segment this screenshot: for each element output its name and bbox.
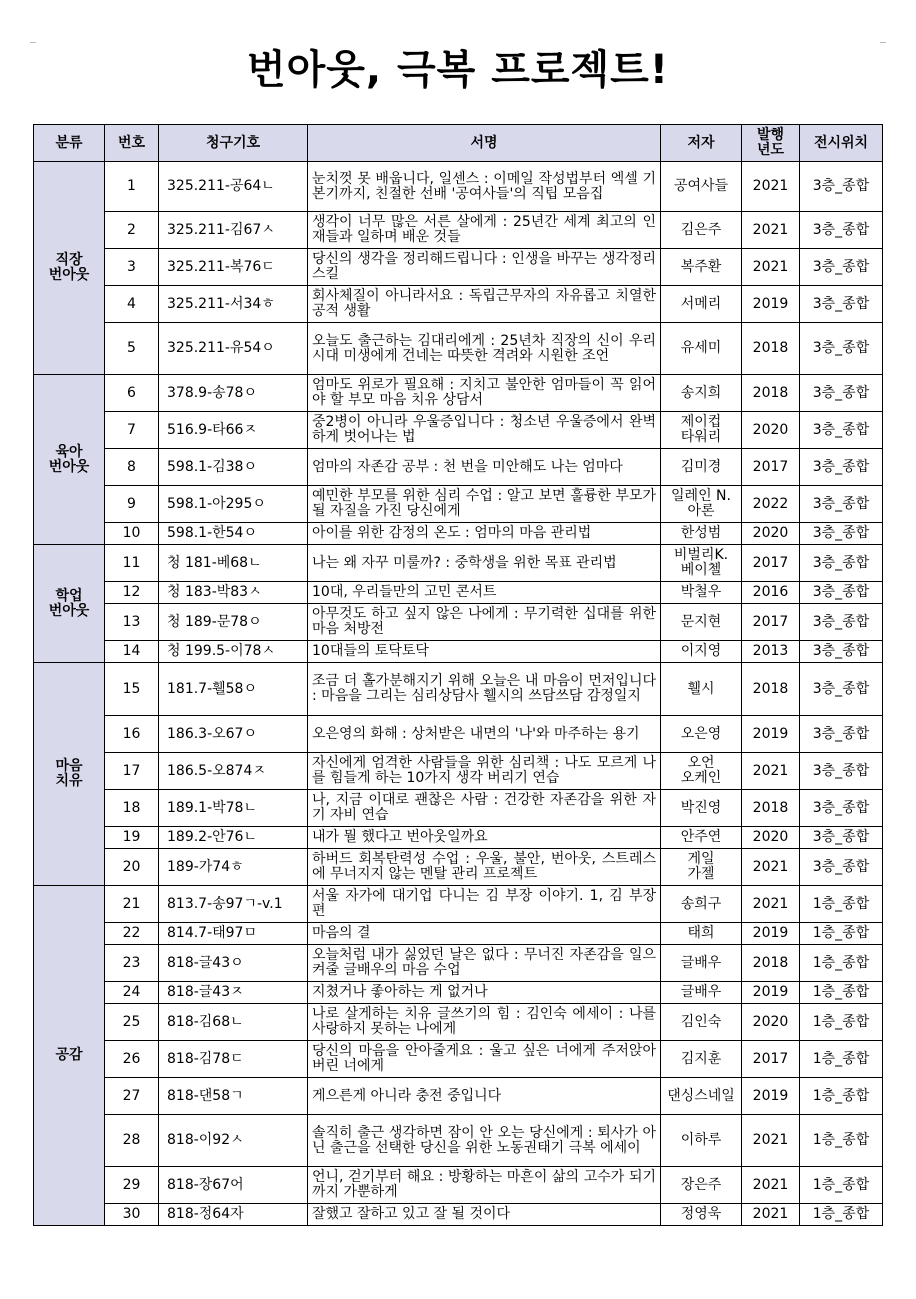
author-cell: 장은주 (661, 1167, 742, 1204)
header-title: 서명 (308, 125, 661, 162)
title-cell: 당신의 마음을 안아줄게요 : 울고 싶은 너에게 주저앉아 버린 너에게 (308, 1041, 661, 1078)
author-cell: 안주연 (661, 827, 742, 849)
number-cell: 17 (105, 753, 159, 790)
call-number-cell: 325.211-유54ㅇ (159, 323, 308, 375)
location-cell: 1층_종합 (800, 945, 883, 982)
title-cell: 회사체질이 아니라서요 : 독립근무자의 자유롭고 치열한 공적 생활 (308, 286, 661, 323)
number-cell: 5 (105, 323, 159, 375)
number-cell: 6 (105, 375, 159, 412)
location-cell: 3층_종합 (800, 375, 883, 412)
location-cell: 3층_종합 (800, 827, 883, 849)
table-row (34, 1167, 883, 1204)
call-number-cell: 818-이92ㅅ (159, 1115, 308, 1167)
author-cell: 송지희 (661, 375, 742, 412)
call-number-cell: 818-장67어 (159, 1167, 308, 1204)
category-cell: 직장 번아웃 (34, 162, 105, 375)
title-cell: 언니, 걷기부터 해요 : 방황하는 마흔이 삶의 고수가 되기까지 가뿐하게 (308, 1167, 661, 1204)
category-cell: 육아 번아웃 (34, 375, 105, 545)
number-cell: 24 (105, 982, 159, 1004)
number-cell: 16 (105, 716, 159, 753)
number-cell: 4 (105, 286, 159, 323)
header-year: 발행 년도 (742, 125, 800, 162)
title-cell: 나로 살게하는 치유 글쓰기의 힘 : 김인숙 에세이 : 나를 사랑하지 못하는 나에게 (308, 1004, 661, 1041)
call-number-cell: 598.1-김38ㅇ (159, 449, 308, 486)
location-cell: 1층_종합 (800, 886, 883, 923)
call-number-cell: 청 199.5-이78ㅅ (159, 641, 308, 663)
call-number-cell: 598.1-한54ㅇ (159, 523, 308, 545)
table-row (34, 162, 883, 212)
year-cell: 2017 (742, 1041, 800, 1078)
call-number-cell: 325.211-복76ㄷ (159, 249, 308, 286)
year-cell: 2020 (742, 1004, 800, 1041)
author-cell: 댄싱스네일 (661, 1078, 742, 1115)
title-cell: 예민한 부모를 위한 심리 수업 : 알고 보면 훌륭한 부모가 될 자질을 가진 당신에게 (308, 486, 661, 523)
table-row (34, 486, 883, 523)
call-number-cell: 598.1-아295ㅇ (159, 486, 308, 523)
title-cell: 지쳤거나 좋아하는 게 없거나 (308, 982, 661, 1004)
author-cell: 송희구 (661, 886, 742, 923)
title-cell: 서울 자가에 대기업 다니는 김 부장 이야기. 1, 김 부장 편 (308, 886, 661, 923)
table-row (34, 641, 883, 663)
table-row (34, 1204, 883, 1226)
call-number-cell: 189.1-박78ㄴ (159, 790, 308, 827)
title-cell: 중2병이 아니라 우울증입니다 : 청소년 우울증에서 완벽하게 벗어나는 법 (308, 412, 661, 449)
title-cell: 나는 왜 자꾸 미룰까? : 중학생을 위한 목표 관리법 (308, 545, 661, 582)
table-row (34, 604, 883, 641)
header-location: 전시위치 (800, 125, 883, 162)
author-cell: 제이컵 타워리 (661, 412, 742, 449)
call-number-cell: 818-김68ㄴ (159, 1004, 308, 1041)
category-cell: 마음 치유 (34, 663, 105, 886)
title-cell: 오은영의 화해 : 상처받은 내면의 '나'와 마주하는 용기 (308, 716, 661, 753)
table-row (34, 753, 883, 790)
year-cell: 2016 (742, 582, 800, 604)
book-list-table (33, 124, 883, 1226)
table-row (34, 827, 883, 849)
year-cell: 2019 (742, 716, 800, 753)
author-cell: 오은영 (661, 716, 742, 753)
number-cell: 22 (105, 923, 159, 945)
category-cell: 학업 번아웃 (34, 545, 105, 663)
year-cell: 2017 (742, 545, 800, 582)
table-row (34, 412, 883, 449)
author-cell: 이지영 (661, 641, 742, 663)
table-row (34, 1004, 883, 1041)
table-row (34, 323, 883, 375)
number-cell: 19 (105, 827, 159, 849)
year-cell: 2021 (742, 1167, 800, 1204)
number-cell: 3 (105, 249, 159, 286)
author-cell: 글배우 (661, 982, 742, 1004)
year-cell: 2021 (742, 162, 800, 212)
location-cell: 3층_종합 (800, 545, 883, 582)
location-cell: 1층_종합 (800, 1041, 883, 1078)
number-cell: 20 (105, 849, 159, 886)
title-cell: 나, 지금 이대로 괜찮은 사람 : 건강한 자존감을 위한 자기 자비 연습 (308, 790, 661, 827)
title-cell: 오늘도 출근하는 김대리에게 : 25년차 직장의 신이 우리 시대 미생에게 건네는 따뜻한 격려와 시원한 조언 (308, 323, 661, 375)
header-number: 번호 (105, 125, 159, 162)
header-call-number: 청구기호 (159, 125, 308, 162)
title-cell: 오늘처럼 내가 싫었던 날은 없다 : 무너진 자존감을 일으켜줄 글배우의 마음 수업 (308, 945, 661, 982)
title-cell: 내가 뭘 했다고 번아웃일까요 (308, 827, 661, 849)
title-cell: 엄마도 위로가 필요해 : 지치고 불안한 엄마들이 꼭 읽어야 할 부모 마음 치유 상담서 (308, 375, 661, 412)
call-number-cell: 516.9-타66ㅈ (159, 412, 308, 449)
author-cell: 박철우 (661, 582, 742, 604)
year-cell: 2017 (742, 449, 800, 486)
year-cell: 2018 (742, 790, 800, 827)
year-cell: 2018 (742, 375, 800, 412)
title-cell: 잘했고 잘하고 있고 잘 될 것이다 (308, 1204, 661, 1226)
call-number-cell: 818-글43ㅈ (159, 982, 308, 1004)
table-row (34, 1115, 883, 1167)
call-number-cell: 325.211-서34ㅎ (159, 286, 308, 323)
location-cell: 1층_종합 (800, 1004, 883, 1041)
author-cell: 휄시 (661, 663, 742, 716)
header-author: 저자 (661, 125, 742, 162)
table-row (34, 375, 883, 412)
author-cell: 박진영 (661, 790, 742, 827)
title-cell: 마음의 결 (308, 923, 661, 945)
author-cell: 공여사들 (661, 162, 742, 212)
title-cell: 10대들의 토닥토닥 (308, 641, 661, 663)
table-row (34, 1078, 883, 1115)
author-cell: 게일 가젤 (661, 849, 742, 886)
call-number-cell: 청 181-베68ㄴ (159, 545, 308, 582)
year-cell: 2021 (742, 886, 800, 923)
table-row (34, 716, 883, 753)
number-cell: 13 (105, 604, 159, 641)
location-cell: 3층_종합 (800, 523, 883, 545)
call-number-cell: 189.2-안76ㄴ (159, 827, 308, 849)
location-cell: 3층_종합 (800, 582, 883, 604)
number-cell: 10 (105, 523, 159, 545)
author-cell: 오언 오케인 (661, 753, 742, 790)
table-row (34, 545, 883, 582)
location-cell: 1층_종합 (800, 1115, 883, 1167)
table-row (34, 449, 883, 486)
title-cell: 게으른게 아니라 충전 중입니다 (308, 1078, 661, 1115)
location-cell: 3층_종합 (800, 641, 883, 663)
table-row (34, 945, 883, 982)
title-cell: 당신의 생각을 정리해드립니다 : 인생을 바꾸는 생각정리스킬 (308, 249, 661, 286)
number-cell: 9 (105, 486, 159, 523)
year-cell: 2019 (742, 923, 800, 945)
location-cell: 3층_종합 (800, 663, 883, 716)
table-row (34, 886, 883, 923)
number-cell: 27 (105, 1078, 159, 1115)
call-number-cell: 378.9-송78ㅇ (159, 375, 308, 412)
title-cell: 10대, 우리들만의 고민 콘서트 (308, 582, 661, 604)
call-number-cell: 813.7-송97ㄱ-v.1 (159, 886, 308, 923)
table-body (34, 162, 883, 1226)
table-row (34, 286, 883, 323)
location-cell: 1층_종합 (800, 1204, 883, 1226)
table-row (34, 1041, 883, 1078)
number-cell: 14 (105, 641, 159, 663)
call-number-cell: 325.211-공64ㄴ (159, 162, 308, 212)
number-cell: 26 (105, 1041, 159, 1078)
year-cell: 2021 (742, 753, 800, 790)
location-cell: 3층_종합 (800, 249, 883, 286)
number-cell: 11 (105, 545, 159, 582)
author-cell: 일레인 N. 아론 (661, 486, 742, 523)
author-cell: 정영욱 (661, 1204, 742, 1226)
number-cell: 23 (105, 945, 159, 982)
year-cell: 2013 (742, 641, 800, 663)
call-number-cell: 186.5-오874ㅈ (159, 753, 308, 790)
author-cell: 비벌리K. 베이첼 (661, 545, 742, 582)
title-cell: 아이를 위한 감정의 온도 : 엄마의 마음 관리법 (308, 523, 661, 545)
location-cell: 3층_종합 (800, 412, 883, 449)
number-cell: 8 (105, 449, 159, 486)
call-number-cell: 818-정64자 (159, 1204, 308, 1226)
category-cell: 공감 (34, 886, 105, 1226)
title-cell: 자신에게 엄격한 사람들을 위한 심리책 : 나도 모르게 나를 힘들게 하는 10가지 생각 버리기 연습 (308, 753, 661, 790)
call-number-cell: 818-댄58ㄱ (159, 1078, 308, 1115)
call-number-cell: 325.211-김67ㅅ (159, 212, 308, 249)
author-cell: 한성범 (661, 523, 742, 545)
year-cell: 2018 (742, 663, 800, 716)
table-row (34, 582, 883, 604)
location-cell: 1층_종합 (800, 1167, 883, 1204)
title-cell: 솔직히 출근 생각하면 잠이 안 오는 당신에게 : 퇴사가 아닌 출근을 선택한 당신을 위한 노동권태기 극복 에세이 (308, 1115, 661, 1167)
table-row (34, 849, 883, 886)
year-cell: 2020 (742, 827, 800, 849)
location-cell: 3층_종합 (800, 486, 883, 523)
year-cell: 2019 (742, 1078, 800, 1115)
author-cell: 유세미 (661, 323, 742, 375)
location-cell: 3층_종합 (800, 286, 883, 323)
year-cell: 2019 (742, 286, 800, 323)
author-cell: 서메리 (661, 286, 742, 323)
location-cell: 3층_종합 (800, 753, 883, 790)
table-row (34, 663, 883, 716)
title-cell: 조금 더 홀가분해지기 위해 오늘은 내 마음이 먼저입니다 : 마음을 그리는 심리상담사 휄시의 쓰담쓰담 감정일지 (308, 663, 661, 716)
number-cell: 12 (105, 582, 159, 604)
call-number-cell: 189-가74ㅎ (159, 849, 308, 886)
year-cell: 2018 (742, 323, 800, 375)
call-number-cell: 181.7-휄58ㅇ (159, 663, 308, 716)
table-row (34, 923, 883, 945)
header-row (34, 125, 883, 162)
author-cell: 태희 (661, 923, 742, 945)
number-cell: 30 (105, 1204, 159, 1226)
number-cell: 25 (105, 1004, 159, 1041)
number-cell: 18 (105, 790, 159, 827)
call-number-cell: 청 189-문78ㅇ (159, 604, 308, 641)
location-cell: 3층_종합 (800, 604, 883, 641)
number-cell: 7 (105, 412, 159, 449)
location-cell: 3층_종합 (800, 790, 883, 827)
year-cell: 2021 (742, 1115, 800, 1167)
table-row (34, 790, 883, 827)
header-category: 분류 (34, 125, 105, 162)
call-number-cell: 청 183-박83ㅅ (159, 582, 308, 604)
year-cell: 2020 (742, 412, 800, 449)
author-cell: 김인숙 (661, 1004, 742, 1041)
title-cell: 엄마의 자존감 공부 : 천 번을 미안해도 나는 엄마다 (308, 449, 661, 486)
title-cell: 눈치껏 못 배웁니다, 일센스 : 이메일 작성법부터 엑셀 기본기까지, 친절한 선배 '공여사들'의 직팁 모음집 (308, 162, 661, 212)
year-cell: 2021 (742, 849, 800, 886)
number-cell: 15 (105, 663, 159, 716)
location-cell: 1층_종합 (800, 1078, 883, 1115)
year-cell: 2018 (742, 945, 800, 982)
year-cell: 2021 (742, 212, 800, 249)
table-row (34, 523, 883, 545)
page-title: 번아웃, 극복 프로젝트! (246, 47, 670, 93)
author-cell: 글배우 (661, 945, 742, 982)
year-cell: 2017 (742, 604, 800, 641)
year-cell: 2020 (742, 523, 800, 545)
author-cell: 이하루 (661, 1115, 742, 1167)
title-cell: 하버드 회복탄력성 수업 : 우울, 불안, 번아웃, 스트레스에 무너지지 않는 멘탈 관리 프로젝트 (308, 849, 661, 886)
year-cell: 2021 (742, 1204, 800, 1226)
location-cell: 3층_종합 (800, 716, 883, 753)
table-row (34, 212, 883, 249)
call-number-cell: 814.7-태97ㅁ (159, 923, 308, 945)
year-cell: 2019 (742, 982, 800, 1004)
location-cell: 3층_종합 (800, 212, 883, 249)
number-cell: 2 (105, 212, 159, 249)
table-row (34, 982, 883, 1004)
location-cell: 1층_종합 (800, 982, 883, 1004)
title-cell: 생각이 너무 많은 서른 살에게 : 25년간 세계 최고의 인재들과 일하며 배운 것들 (308, 212, 661, 249)
table-row (34, 249, 883, 286)
call-number-cell: 818-글43ㅇ (159, 945, 308, 982)
author-cell: 김지훈 (661, 1041, 742, 1078)
location-cell: 3층_종합 (800, 849, 883, 886)
year-cell: 2022 (742, 486, 800, 523)
number-cell: 21 (105, 886, 159, 923)
author-cell: 복주환 (661, 249, 742, 286)
call-number-cell: 818-김78ㄷ (159, 1041, 308, 1078)
location-cell: 3층_종합 (800, 323, 883, 375)
number-cell: 29 (105, 1167, 159, 1204)
number-cell: 1 (105, 162, 159, 212)
location-cell: 3층_종합 (800, 449, 883, 486)
call-number-cell: 186.3-오67ㅇ (159, 716, 308, 753)
year-cell: 2021 (742, 249, 800, 286)
title-cell: 아무것도 하고 싶지 않은 나에게 : 무기력한 십대를 위한 마음 처방전 (308, 604, 661, 641)
number-cell: 28 (105, 1115, 159, 1167)
author-cell: 김은주 (661, 212, 742, 249)
author-cell: 문지현 (661, 604, 742, 641)
location-cell: 3층_종합 (800, 162, 883, 212)
author-cell: 김미경 (661, 449, 742, 486)
location-cell: 1층_종합 (800, 923, 883, 945)
